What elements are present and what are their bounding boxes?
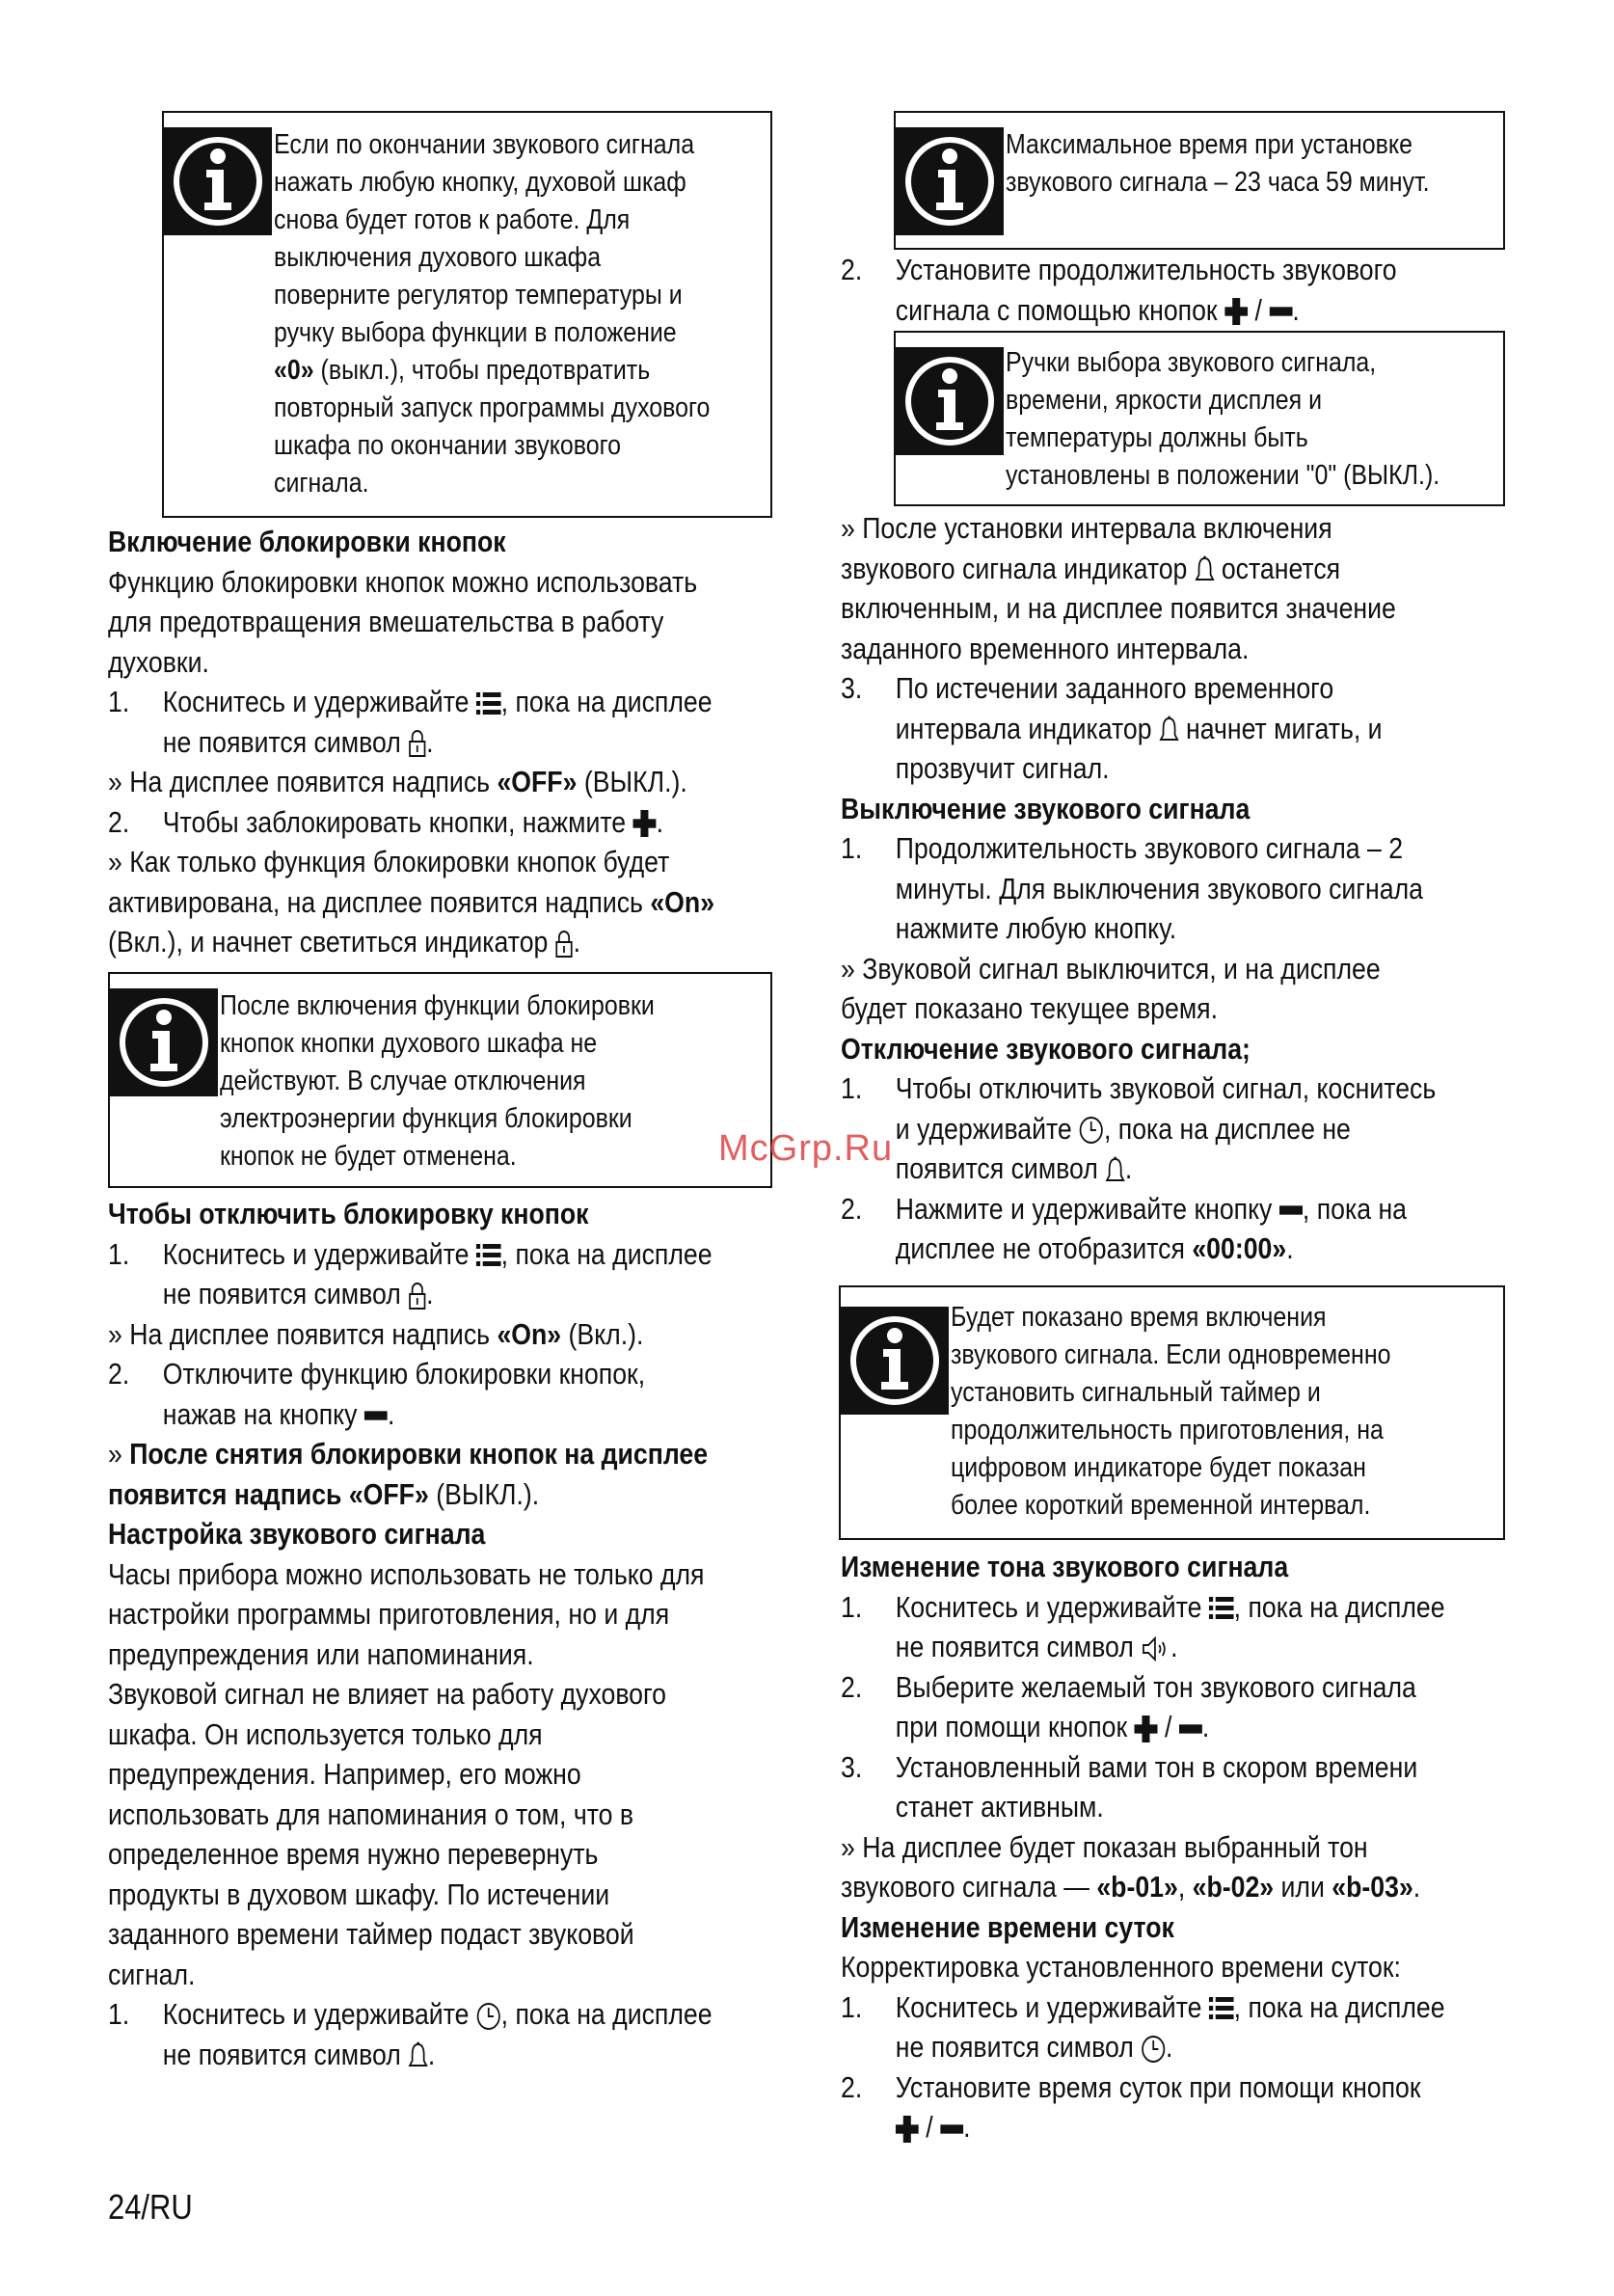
list-item: 1. Коснитесь и удерживайте , пока на дисплее не появится символ . — [108, 1236, 713, 1310]
list-item: 1. Коснитесь и удерживайте , пока на дисплее не появится символ . — [108, 1997, 713, 2071]
list-item: 1. Чтобы отключить звуковой сигнал, коснитесь и удерживайте , пока на дисплее не появится символ . — [841, 1071, 1437, 1185]
menu-icon — [1209, 1596, 1234, 1621]
note-line: кнопок не будет отменена. — [220, 1141, 517, 1172]
minus-icon — [1179, 1723, 1202, 1735]
paragraph: Корректировка установленного времени суток: — [841, 1950, 1401, 1984]
clock-icon — [476, 2002, 501, 2031]
paragraph: Звуковой сигнал не влияет на работу духового — [108, 1677, 666, 1711]
result-line: будет показано текущее время. — [841, 991, 1219, 1025]
note-line: цифровом индикаторе будет показан — [951, 1452, 1366, 1483]
bell-icon — [1105, 1156, 1125, 1185]
lock-icon — [408, 1282, 426, 1310]
menu-icon — [1209, 1996, 1234, 2021]
heading-alarm-off: Выключение звукового сигнала — [841, 791, 1251, 825]
bell-icon — [408, 2041, 428, 2070]
list-item: 1. Продолжительность звукового сигнала – 2 минуты. Для выключения звукового сигнала нажмите любую кнопку. — [841, 831, 1423, 945]
minus-icon — [1269, 306, 1292, 317]
result-line: (Вкл.), и начнет светиться индикатор . — [108, 925, 581, 959]
paragraph: настройки программы приготовления, но и для — [108, 1597, 670, 1631]
info-note-5 — [839, 1285, 1505, 1540]
list-item: 3. По истечении заданного временного интервала индикатор начнет мигать, и прозвучит сигнал. — [841, 671, 1383, 785]
info-icon — [896, 347, 1004, 455]
note-line: выключения духового шкафа — [274, 242, 602, 273]
result-line: » На дисплее появится надпись «On» (Вкл.). — [108, 1316, 644, 1351]
list-item: 2. Чтобы заблокировать кнопки, нажмите . — [108, 804, 664, 839]
paragraph: сигнал. — [108, 1957, 196, 1991]
result-line: » На дисплее появится надпись «OFF» (ВЫКЛ.). — [108, 765, 687, 798]
result-line: » Звуковой сигнал выключится, и на дисплее — [841, 951, 1381, 986]
speaker-icon — [1141, 1634, 1170, 1663]
paragraph: определенное время нужно перевернуть — [108, 1837, 599, 1871]
heading-alarm-disable: Отключение звукового сигнала; — [841, 1031, 1251, 1066]
note-line: Будет показано время включения — [951, 1302, 1327, 1333]
note-line: Максимальное время при установке — [1006, 129, 1412, 160]
note-line: Если по окончании звукового сигнала — [274, 129, 695, 160]
note-line: ручку выбора функции в положение — [274, 317, 677, 348]
paragraph: заданного времени таймер подаст звуковой — [108, 1917, 634, 1951]
paragraph: для предотвращения вмешательства в работу — [108, 605, 664, 638]
note-line: шкафа по окончании звукового — [274, 430, 622, 461]
note-line: сигнала. — [274, 468, 369, 499]
note-line: После включения функции блокировки — [220, 990, 655, 1021]
result-line: активирована, на дисплее появится надпись «On» — [108, 884, 715, 919]
note-line: установлены в положении "0" (ВЫКЛ.). — [1006, 460, 1440, 491]
menu-icon — [476, 1243, 501, 1268]
note-line: времени, яркости дисплея и — [1006, 385, 1323, 416]
plus-icon — [633, 810, 657, 837]
note-line: температуры должны быть — [1006, 422, 1308, 453]
paragraph: Функцию блокировки кнопок можно использовать — [108, 564, 698, 599]
note-line: нажать любую кнопку, духовой шкаф — [274, 167, 686, 198]
note-line: повторный запуск программы духового — [274, 392, 711, 423]
list-item: 2. Нажмите и удерживайте кнопку , пока на дисплее не отобразится «00:00». — [841, 1191, 1408, 1265]
info-note-4 — [894, 331, 1505, 506]
note-line: «0» (выкл.), чтобы предотвратить — [274, 355, 651, 386]
note-line: продолжительность приготовления, на — [951, 1415, 1384, 1445]
note-line: поверните регулятор температуры и — [274, 280, 683, 311]
heading-tone-change: Изменение тона звукового сигнала — [841, 1550, 1289, 1583]
heading-alarm-setup: Настройка звукового сигнала — [108, 1517, 486, 1551]
list-item: 2. Отключите функцию блокировки кнопок, нажав на кнопку . — [108, 1357, 646, 1431]
result-line: » Как только функция блокировки кнопок будет — [108, 845, 670, 878]
watermark: McGrp.Ru — [718, 1128, 894, 1169]
note-line: установить сигнальный таймер и — [951, 1377, 1321, 1408]
paragraph: шкафа. Он используется только для — [108, 1716, 543, 1751]
bell-icon — [1195, 555, 1215, 584]
list-item: 1. Коснитесь и удерживайте , пока на дисплее не появится символ . — [841, 1989, 1445, 2064]
result-line: звукового сигнала — «b-01», «b-02» или «b-03». — [841, 1870, 1421, 1904]
note-line: звукового сигнала – 23 часа 59 минут. — [1006, 167, 1430, 198]
plus-icon — [896, 2116, 919, 2143]
result-line: звукового сигнала индикатор останется — [841, 551, 1341, 585]
lock-icon — [555, 930, 574, 959]
info-icon — [164, 127, 272, 235]
result-line: » На дисплее будет показан выбранный тон — [841, 1829, 1368, 1864]
list-item: 1. Коснитесь и удерживайте , пока на дисплее не появится символ . — [841, 1589, 1445, 1663]
note-line: электроэнергии функция блокировки — [220, 1103, 632, 1134]
heading-key-lock: Включение блокировки кнопок — [108, 525, 506, 558]
info-icon — [110, 988, 218, 1096]
minus-icon — [364, 1410, 388, 1421]
paragraph: Часы прибора можно использовать не только для — [108, 1556, 705, 1591]
info-icon — [896, 127, 1004, 235]
bell-icon — [1159, 716, 1179, 744]
paragraph: предупреждения или напоминания. — [108, 1636, 534, 1671]
minus-icon — [940, 2123, 963, 2135]
note-line: действуют. В случае отключения — [220, 1066, 586, 1096]
result-line: » После установки интервала включения — [841, 511, 1332, 545]
lock-icon — [408, 729, 426, 758]
list-item: 1. Коснитесь и удерживайте , пока на дисплее не появится символ . — [108, 685, 713, 759]
paragraph: предупреждения. Например, его можно — [108, 1757, 581, 1791]
note-line: звукового сигнала. Если одновременно — [951, 1339, 1391, 1370]
clock-icon — [1079, 1116, 1104, 1145]
result-line: » После снятия блокировки кнопок на дисплее — [108, 1437, 709, 1471]
info-note-2 — [108, 972, 772, 1188]
note-line: Ручки выбора звукового сигнала, — [1006, 347, 1377, 378]
note-line: кнопок кнопки духового шкафа не — [220, 1028, 598, 1059]
list-item: 3. Установленный вами тон в скором времени станет активным. — [841, 1749, 1418, 1823]
info-note-1 — [162, 111, 772, 518]
heading-time-change: Изменение времени суток — [841, 1909, 1174, 1944]
page-number: 24/RU — [108, 2187, 193, 2227]
info-icon — [841, 1307, 949, 1415]
result-line: включенным, и на дисплее появится значение — [841, 591, 1396, 625]
clock-icon — [1141, 2035, 1166, 2064]
list-item: 2. Установите продолжительность звукового сигнала с помощью кнопок / . — [841, 253, 1397, 327]
minus-icon — [1279, 1204, 1303, 1216]
note-line: снова будет готов к работе. Для — [274, 204, 631, 235]
result-line: появится надпись «OFF» (ВЫКЛ.). — [108, 1476, 540, 1511]
plus-icon — [1135, 1715, 1158, 1742]
result-line: заданного временного интервала. — [841, 631, 1250, 665]
list-item: 2. Установите время суток при помощи кнопок / . — [841, 2069, 1421, 2144]
paragraph: духовки. — [108, 644, 209, 679]
paragraph: использовать для напоминания о том, что в — [108, 1796, 634, 1831]
paragraph: продукты в духовом шкафу. По истечении — [108, 1877, 610, 1911]
list-item: 2. Выберите желаемый тон звукового сигнала при помощи кнопок / . — [841, 1669, 1416, 1743]
menu-icon — [476, 691, 501, 716]
heading-unlock: Чтобы отключить блокировку кнопок — [108, 1197, 589, 1230]
plus-icon — [1224, 298, 1248, 325]
note-line: более короткий временной интервал. — [951, 1490, 1371, 1521]
info-note-3 — [894, 111, 1505, 250]
